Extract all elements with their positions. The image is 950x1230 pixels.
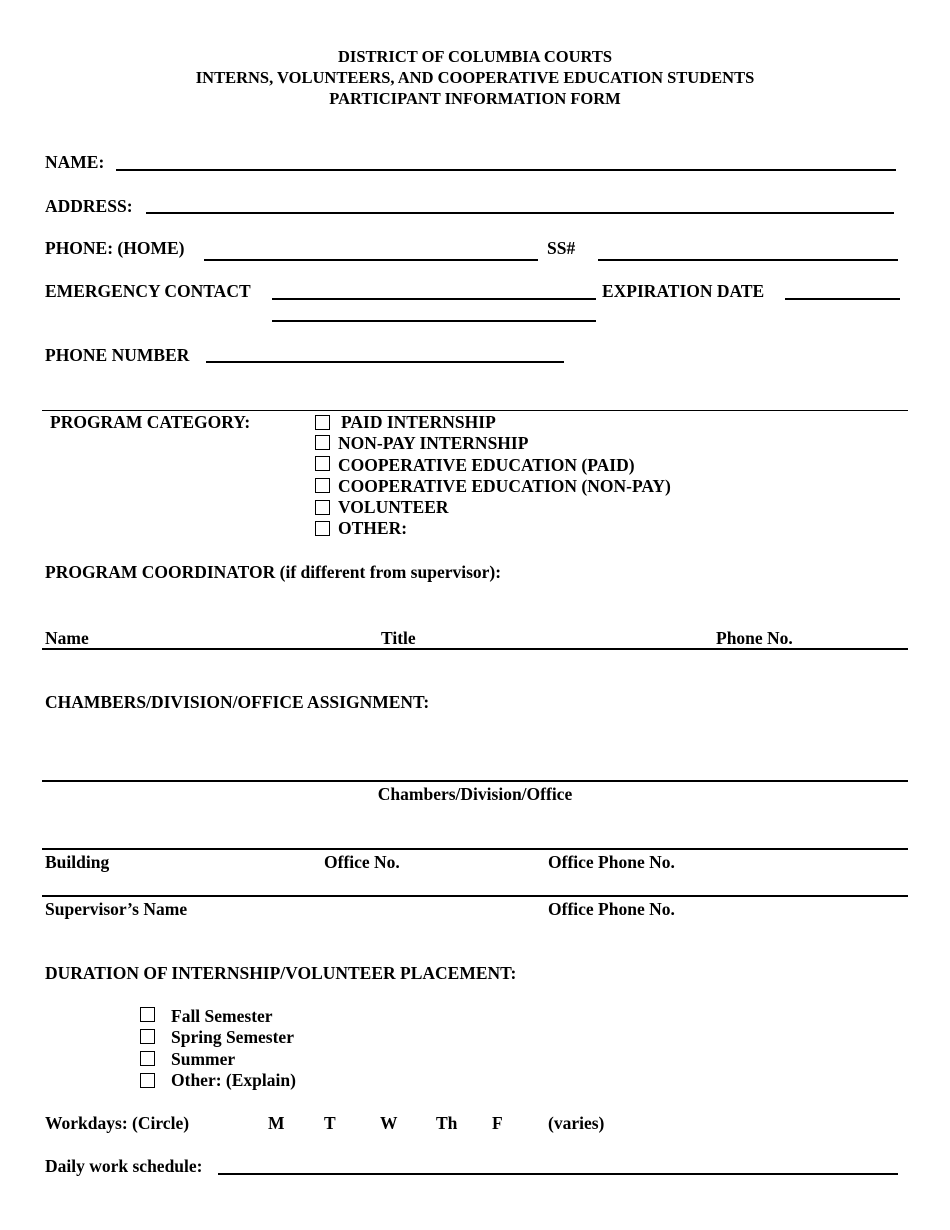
name-field[interactable]	[116, 169, 896, 171]
emergency-contact-field-line-2[interactable]	[272, 320, 596, 322]
expiration-date-field[interactable]	[785, 298, 900, 300]
workday-monday[interactable]: M	[268, 1113, 285, 1133]
option-paid-internship: PAID INTERNSHIP	[341, 412, 496, 432]
checkbox-volunteer[interactable]	[315, 500, 330, 515]
checkbox-paid-internship[interactable]	[315, 415, 330, 430]
building-caption: Building	[45, 852, 110, 872]
form-header	[0, 46, 950, 109]
checkbox-spring-semester[interactable]	[140, 1029, 155, 1044]
option-summer: Summer	[171, 1049, 236, 1069]
office-no-caption: Office No.	[324, 852, 400, 872]
option-coop-paid: COOPERATIVE EDUCATION (PAID)	[338, 455, 635, 475]
workday-thursday[interactable]: Th	[436, 1113, 458, 1133]
checkbox-other[interactable]	[315, 521, 330, 536]
phone-number-field[interactable]	[206, 361, 564, 363]
supervisor-line[interactable]	[42, 895, 908, 897]
option-coop-non-pay: COOPERATIVE EDUCATION (NON-PAY)	[338, 476, 671, 496]
option-fall-semester: Fall Semester	[171, 1006, 273, 1026]
checkbox-coop-non-pay[interactable]	[315, 478, 330, 493]
workday-tuesday[interactable]: T	[324, 1113, 336, 1133]
address-label: ADDRESS:	[45, 196, 133, 216]
option-other-explain: Other: (Explain)	[171, 1070, 296, 1090]
emergency-contact-label: EMERGENCY CONTACT	[45, 281, 251, 301]
header-line-1: DISTRICT OF COLUMBIA COURTS	[337, 47, 612, 66]
workdays-label: Workdays: (Circle)	[45, 1113, 190, 1133]
coordinator-title-caption: Title	[381, 628, 416, 648]
option-volunteer: VOLUNTEER	[338, 497, 449, 517]
coordinator-name-caption: Name	[45, 628, 89, 648]
expiration-date-label: EXPIRATION DATE	[602, 281, 765, 301]
header-line-3: PARTICIPANT INFORMATION FORM	[329, 89, 621, 108]
chambers-division-office-caption: Chambers/Division/Office	[377, 784, 573, 804]
building-line[interactable]	[42, 848, 908, 850]
phone-home-field[interactable]	[204, 259, 538, 261]
option-spring-semester: Spring Semester	[171, 1027, 294, 1047]
supervisor-office-phone-caption: Office Phone No.	[548, 899, 675, 919]
section-divider	[42, 410, 908, 411]
phone-home-label: PHONE: (HOME)	[45, 238, 185, 258]
daily-schedule-field[interactable]	[218, 1173, 898, 1175]
name-label: NAME:	[45, 152, 105, 172]
workday-varies[interactable]: (varies)	[548, 1113, 605, 1133]
emergency-contact-field[interactable]	[272, 298, 596, 300]
checkbox-fall-semester[interactable]	[140, 1007, 155, 1022]
phone-number-label: PHONE NUMBER	[45, 345, 190, 365]
office-phone-caption: Office Phone No.	[548, 852, 675, 872]
checkbox-non-pay-internship[interactable]	[315, 435, 330, 450]
coordinator-line[interactable]	[42, 648, 908, 650]
daily-schedule-label: Daily work schedule:	[45, 1156, 203, 1176]
ss-label: SS#	[547, 238, 576, 258]
assignment-label: CHAMBERS/DIVISION/OFFICE ASSIGNMENT:	[45, 692, 430, 712]
program-category-label: PROGRAM CATEGORY:	[50, 412, 251, 432]
workday-wednesday[interactable]: W	[380, 1113, 398, 1133]
ss-field[interactable]	[598, 259, 898, 261]
address-field[interactable]	[146, 212, 894, 214]
program-coordinator-label: PROGRAM COORDINATOR (if different from supervisor):	[45, 562, 502, 582]
option-other: OTHER:	[338, 518, 408, 538]
chambers-division-office-line[interactable]	[42, 780, 908, 782]
workday-friday[interactable]: F	[492, 1113, 503, 1133]
option-non-pay-internship: NON-PAY INTERNSHIP	[338, 433, 529, 453]
supervisor-name-caption: Supervisor’s Name	[45, 899, 188, 919]
checkbox-coop-paid[interactable]	[315, 456, 330, 471]
coordinator-phone-caption: Phone No.	[716, 628, 793, 648]
header-line-2: INTERNS, VOLUNTEERS, AND COOPERATIVE EDUCATION STUDENTS	[195, 68, 755, 87]
duration-label: DURATION OF INTERNSHIP/VOLUNTEER PLACEMENT:	[45, 963, 517, 983]
checkbox-summer[interactable]	[140, 1051, 155, 1066]
checkbox-other-explain[interactable]	[140, 1073, 155, 1088]
